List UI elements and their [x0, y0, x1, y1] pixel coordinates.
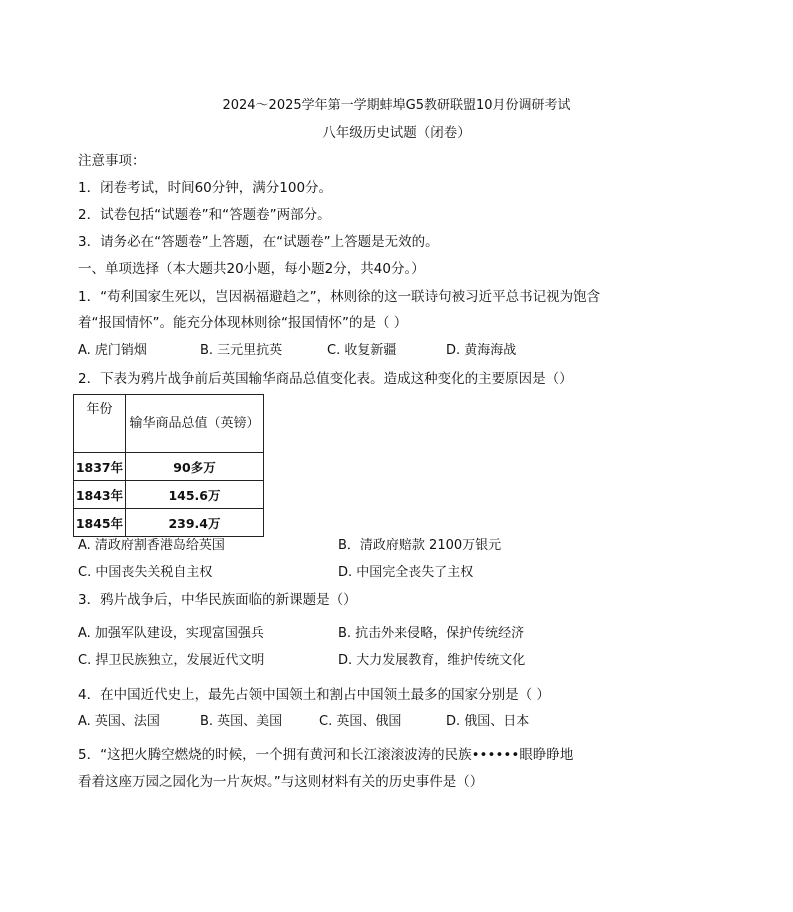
notes-heading: 注意事项： — [78, 153, 146, 169]
q4-option-c: C. 英国、俄国 — [319, 714, 402, 729]
q2-option-b: B．清政府赔款 2100万银元 — [338, 538, 502, 553]
q1-option-a: A. 虎门销烟 — [78, 343, 147, 358]
exam-title: 2024～2025学年第一学期蚌埠G5教研联盟10月份调研考试 — [222, 98, 571, 113]
table-header-row — [74, 395, 264, 453]
q1-option-d: D. 黄海海战 — [446, 343, 517, 358]
q3-option-d: D. 大力发展教育，维护传统文化 — [338, 653, 526, 668]
q2-option-a: A. 清政府割香港岛给英国 — [78, 538, 225, 553]
q3-option-c: C. 捍卫民族独立，发展近代文明 — [78, 653, 265, 668]
exam-subtitle: 八年级历史试题（闭卷） — [322, 125, 471, 141]
q2-option-d: D. 中国完全丧失了主权 — [338, 565, 474, 580]
q1-option-b: B. 三元里抗英 — [200, 343, 283, 358]
q3-option-a: A. 加强军队建设，实现富国强兵 — [78, 626, 264, 641]
question-5-stem: 5．“这把火腾空燃烧的时候，一个拥有黄河和长江滚滚波涛的民族••••••眼睁睁地 — [78, 747, 574, 763]
table-header-value: 输华商品总值（英镑） — [126, 395, 264, 453]
table-cell-value: 239.4万 — [126, 509, 264, 537]
table-row — [74, 453, 264, 481]
question-3-stem: 3．鸦片战争后，中华民族面临的新课题是（） — [78, 592, 357, 608]
question-5-stem-cont: 看着这座万园之园化为一片灰烬。”与这则材料有关的历史事件是（） — [78, 774, 484, 790]
q1-option-c: C. 收复新疆 — [327, 343, 397, 358]
table-cell-year: 1843年 — [74, 481, 126, 509]
table-header-year: 年份 — [74, 395, 126, 453]
trade-value-table — [73, 394, 264, 537]
table-cell-year: 1845年 — [74, 509, 126, 537]
question-1-stem: 1．“苟利国家生死以，岂因祸福避趋之”，林则徐的这一联诗句被习近平总书记视为饱含 — [78, 289, 601, 305]
section-heading: 一、单项选择（本大题共20小题，每小题2分，共40分。） — [78, 261, 425, 277]
q4-option-a: A. 英国、法国 — [78, 714, 160, 729]
table-cell-value: 90多万 — [126, 453, 264, 481]
q4-option-b: B. 英国、美国 — [200, 714, 283, 729]
table-cell-value: 145.6万 — [126, 481, 264, 509]
note-item: 2．试卷包括“试题卷”和“答题卷”两部分。 — [78, 207, 331, 223]
question-4-stem: 4．在中国近代史上，最先占领中国领土和割占中国领土最多的国家分别是（ ） — [78, 687, 550, 703]
note-item: 3．请务必在“答题卷”上答题，在“试题卷”上答题是无效的。 — [78, 234, 439, 250]
q4-option-d: D. 俄国、日本 — [446, 714, 530, 729]
question-2-stem: 2．下表为鸦片战争前后英国输华商品总值变化表。造成这种变化的主要原因是（） — [78, 371, 573, 387]
q2-option-c: C. 中国丧失关税自主权 — [78, 565, 213, 580]
question-1-stem-cont: 着“报国情怀”。能充分体现林则徐“报国情怀”的是（ ） — [78, 315, 408, 331]
table-row — [74, 509, 264, 537]
table-row — [74, 481, 264, 509]
table-cell-year: 1837年 — [74, 453, 126, 481]
note-item: 1．闭卷考试，时间60分钟，满分100分。 — [78, 180, 333, 196]
q3-option-b: B. 抗击外来侵略，保护传统经济 — [338, 626, 525, 641]
